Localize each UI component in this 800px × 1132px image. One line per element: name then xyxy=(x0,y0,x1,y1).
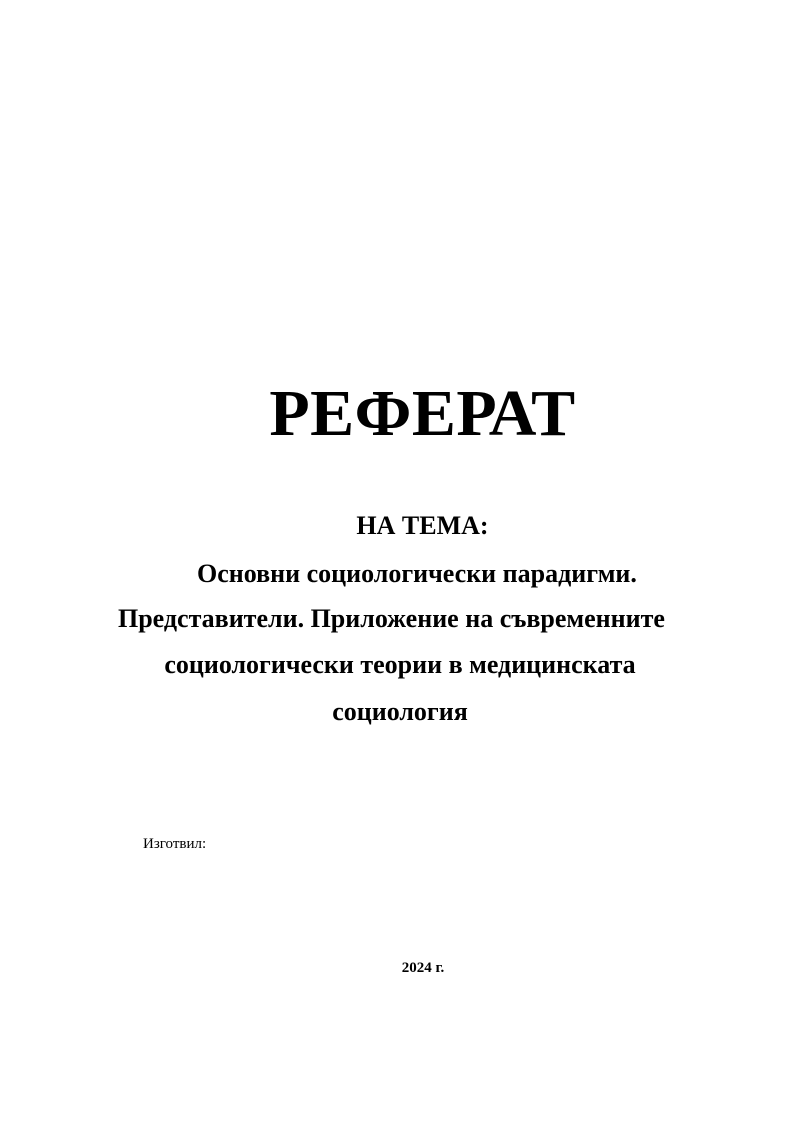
topic-label: НА ТЕМА: xyxy=(356,511,489,540)
topic-line: социологически теории в медицинската xyxy=(164,650,636,679)
document-title: РЕФЕРАТ xyxy=(269,377,576,450)
year-label: 2024 г. xyxy=(401,960,445,976)
topic-line: социология xyxy=(332,697,468,726)
topic-line: Основни социологически парадигми. xyxy=(197,559,637,588)
topic-line: Представители. Приложение на съвременните xyxy=(118,604,665,633)
author-label: Изготвил: xyxy=(143,836,207,852)
